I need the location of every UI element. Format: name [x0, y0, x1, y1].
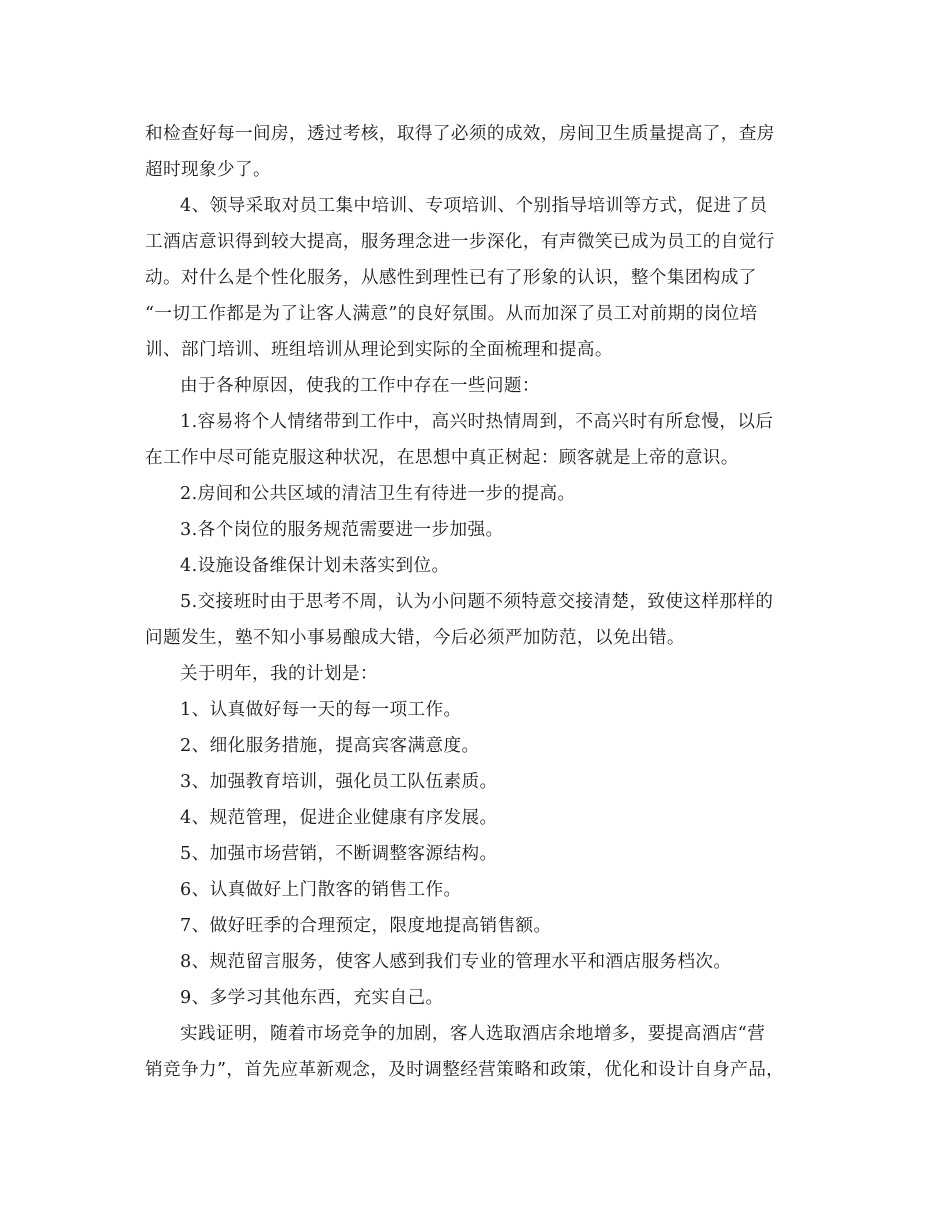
text-line: 由于各种原因，使我的工作中存在一些问题： — [180, 376, 540, 396]
text-line: 实践证明，随着市场竞争的加剧，客人选取酒店余地增多，要提高酒店“营 — [180, 1024, 766, 1044]
text-line: 7、做好旺季的合理预定，限度地提高销售额。 — [180, 916, 552, 936]
text-line: 1、认真做好每一天的每一项工作。 — [180, 700, 462, 720]
text-line: 8、规范留言服务，使客人感到我们专业的管理水平和酒店服务档次。 — [180, 952, 732, 972]
text-line: 1.容易将个人情绪带到工作中，高兴时热情周到，不高兴时有所怠慢，以后 — [180, 412, 774, 432]
document-body — [145, 116, 810, 1088]
text-line: 6、认真做好上门散客的销售工作。 — [180, 880, 462, 900]
text-line: 9、多学习其他东西，充实自己。 — [180, 988, 444, 1008]
text-line: 和检查好每一间房，透过考核，取得了必须的成效，房间卫生质量提高了，查房 — [145, 124, 775, 144]
text-line: 3.各个岗位的服务规范需要进一步加强。 — [180, 520, 504, 540]
text-line: 超时现象少了。 — [145, 160, 271, 180]
text-line: 4、规范管理，促进企业健康有序发展。 — [180, 808, 498, 828]
text-line: 2、细化服务措施，提高宾客满意度。 — [180, 736, 480, 756]
text-line: 问题发生，塾不知小事易酿成大错，今后必须严加防范，以免出错。 — [145, 628, 685, 648]
text-line: 训、部门培训、班组培训从理论到实际的全面梳理和提高。 — [145, 340, 613, 360]
text-line: 2.房间和公共区域的清洁卫生有待进一步的提高。 — [180, 484, 576, 504]
text-line: 工酒店意识得到较大提高，服务理念进一步深化，有声微笑已成为员工的自觉行 — [145, 232, 775, 252]
text-line: 4.设施设备维保计划未落实到位。 — [180, 556, 450, 576]
text-line: 3、加强教育培训，强化员工队伍素质。 — [180, 772, 498, 792]
text-line: 5.交接班时由于思考不周，认为小问题不须特意交接清楚，致使这样那样的 — [180, 592, 774, 612]
text-line: 4、领导采取对员工集中培训、专项培训、个别指导培训等方式，促进了员 — [180, 196, 768, 216]
text-line: 5、加强市场营销，不断调整客源结构。 — [180, 844, 498, 864]
text-line: 在工作中尽可能克服这种状况，在思想中真正树起：顾客就是上帝的意识。 — [145, 448, 739, 468]
text-line: 关于明年，我的计划是： — [180, 664, 378, 684]
text-line: 销竞争力”，首先应革新观念，及时调整经营策略和政策，优化和设计自身产品， — [145, 1060, 785, 1080]
text-line: “一切工作都是为了让客人满意”的良好氛围。从而加深了员工对前期的岗位培 — [145, 304, 758, 324]
text-line: 动。对什么是个性化服务，从感性到理性已有了形象的认识，整个集团构成了 — [145, 268, 757, 288]
